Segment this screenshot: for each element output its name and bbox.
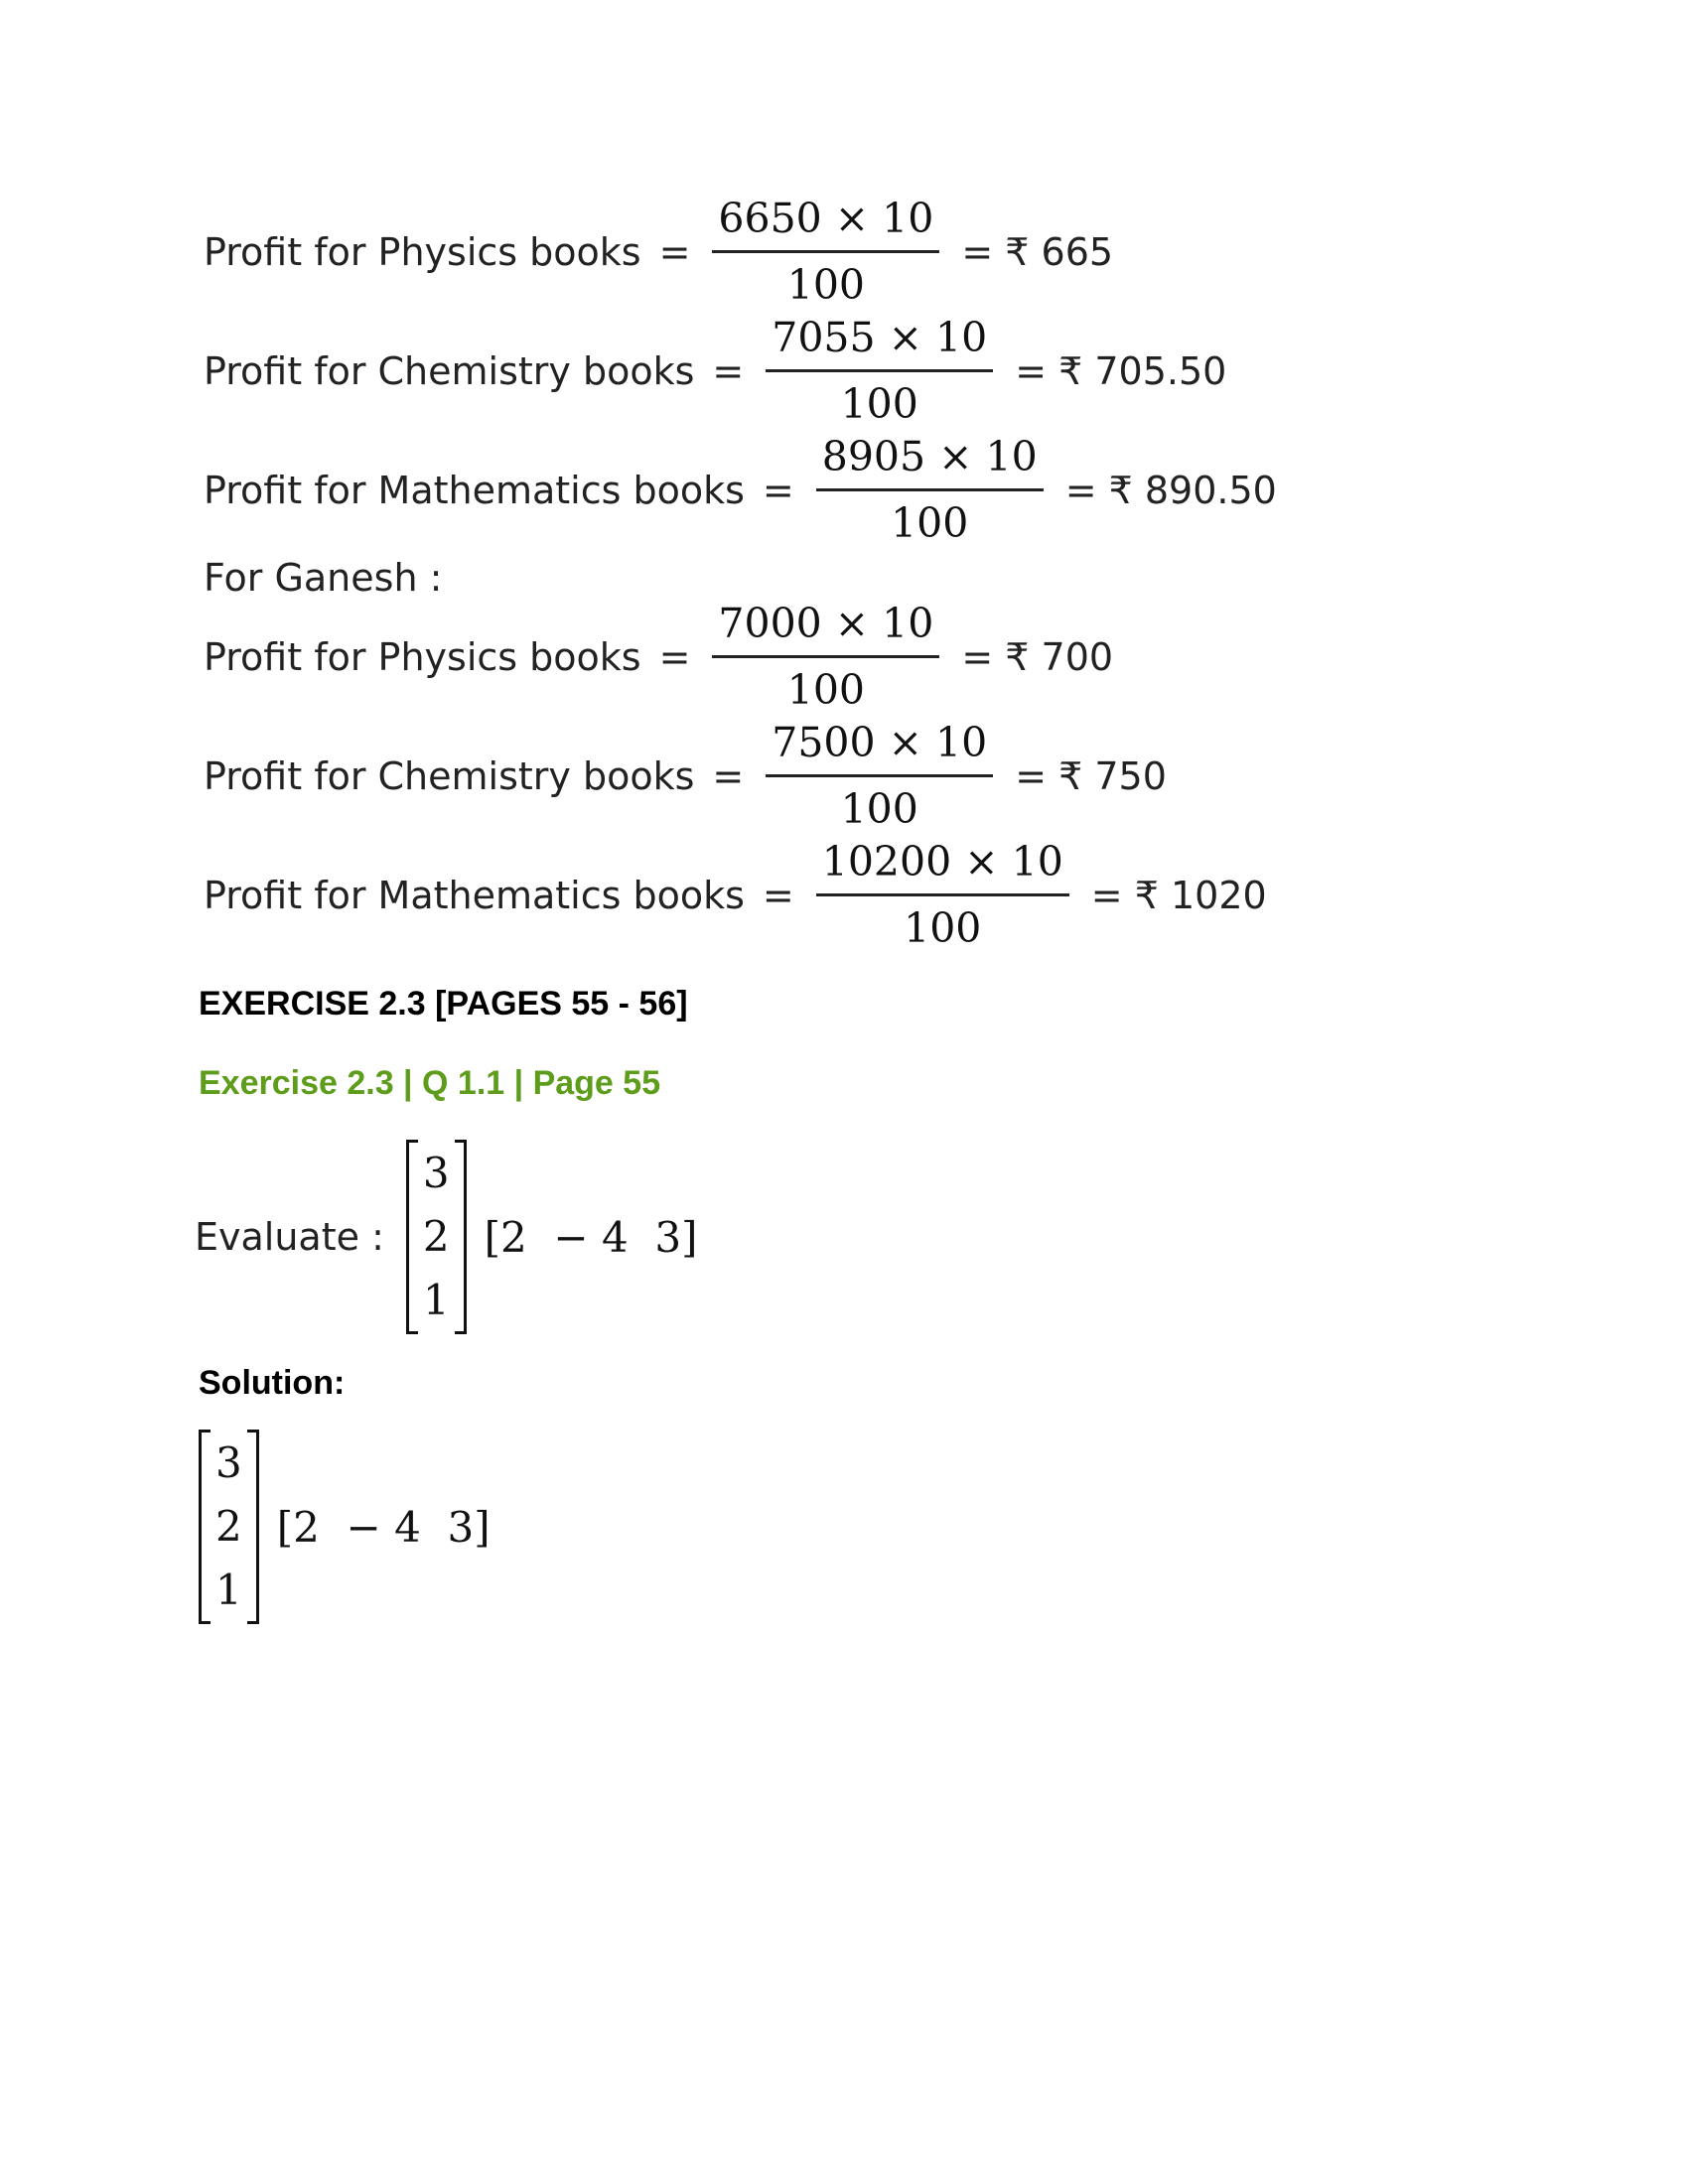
matrix-cell: 1: [215, 1566, 242, 1614]
equation-label: Profit for Physics books: [204, 229, 641, 274]
matrix-cell: 3: [215, 1438, 242, 1487]
equation-result: = ₹ 1020: [1090, 873, 1267, 917]
matrix-cell: 2: [422, 1212, 450, 1261]
numerator: 7500 × 10: [772, 719, 988, 766]
fraction: [766, 719, 993, 833]
equals-sign: =: [658, 634, 691, 679]
equation-label: Profit for Chemistry books: [204, 753, 695, 798]
numerator: 10200 × 10: [821, 838, 1063, 886]
fraction: [712, 195, 939, 309]
denominator: 100: [840, 785, 918, 833]
equation-row-mathematics-1: [204, 433, 1277, 547]
exercise-heading: EXERCISE 2.3 [PAGES 55 - 56]: [199, 985, 688, 1023]
fraction: [766, 314, 993, 428]
matrix-cell: 2: [215, 1502, 242, 1551]
equation-row-physics-1: [204, 195, 1113, 309]
question-link[interactable]: Exercise 2.3 | Q 1.1 | Page 55: [199, 1064, 661, 1102]
equals-sign: =: [762, 468, 794, 512]
equation-result: = ₹ 750: [1015, 753, 1167, 798]
equation-result: = ₹ 700: [961, 634, 1114, 679]
column-matrix: [406, 1140, 467, 1334]
column-matrix-body: [199, 1430, 259, 1624]
denominator: 100: [786, 666, 865, 714]
equals-sign: =: [762, 873, 794, 917]
solution-label: Solution:: [199, 1364, 346, 1402]
solution-expression: [199, 1430, 491, 1624]
equation-label: Profit for Physics books: [204, 634, 641, 679]
question-expression: [195, 1140, 698, 1334]
fraction: [712, 600, 939, 714]
equals-sign: =: [658, 229, 691, 274]
equals-sign: =: [712, 753, 745, 798]
column-matrix: [199, 1430, 259, 1624]
row-matrix: [2 − 4 3]: [484, 1212, 698, 1262]
numerator: 8905 × 10: [821, 433, 1038, 480]
fraction: [816, 433, 1044, 547]
denominator: 100: [840, 380, 918, 428]
equation-row-physics-2: [204, 600, 1113, 714]
equation-result: = ₹ 705.50: [1015, 348, 1227, 393]
equals-sign: =: [712, 348, 745, 393]
evaluate-label: Evaluate :: [195, 1215, 384, 1259]
numerator: 7055 × 10: [772, 314, 988, 361]
numerator: 6650 × 10: [718, 195, 934, 242]
equation-result: = ₹ 890.50: [1064, 468, 1277, 512]
row-matrix: [2 − 4 3]: [276, 1502, 491, 1552]
numerator: 7000 × 10: [718, 600, 934, 647]
subheading-ganesh: For Ganesh :: [204, 556, 443, 600]
denominator: 100: [904, 904, 982, 952]
equation-row-chemistry-1: [204, 314, 1226, 428]
denominator: 100: [786, 261, 865, 309]
equation-result: = ₹ 665: [961, 229, 1114, 274]
matrix-cell: 3: [422, 1149, 450, 1197]
matrix-cell: 1: [422, 1276, 450, 1324]
equation-row-chemistry-2: [204, 719, 1167, 833]
equation-label: Profit for Chemistry books: [204, 348, 695, 393]
column-matrix-body: [406, 1140, 467, 1334]
denominator: 100: [891, 499, 969, 547]
fraction: [816, 838, 1069, 952]
equation-label: Profit for Mathematics books: [204, 873, 745, 917]
equation-row-mathematics-2: [204, 838, 1267, 952]
equation-label: Profit for Mathematics books: [204, 468, 745, 512]
